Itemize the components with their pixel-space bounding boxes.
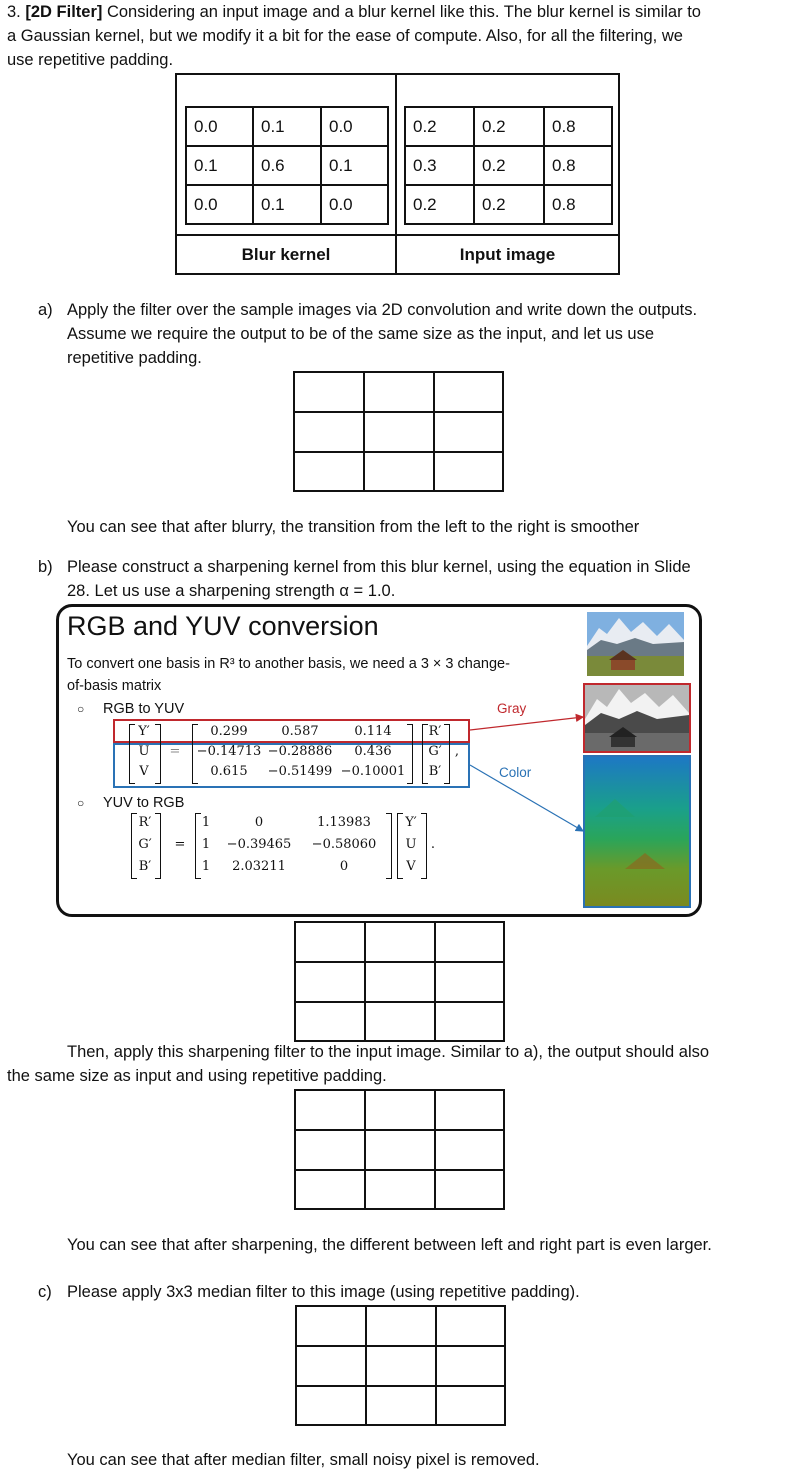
color-image-frame	[583, 755, 691, 908]
answer-cell[interactable]	[365, 922, 435, 962]
matrix-cell: V	[139, 764, 149, 779]
answer-grid-a	[293, 371, 504, 492]
matrix-cell: R′	[138, 815, 152, 830]
matrix-cell: V	[406, 859, 416, 874]
answer-grid-c	[295, 1305, 506, 1426]
answer-cell[interactable]	[296, 1386, 366, 1425]
matrix-cell: U	[138, 744, 150, 759]
answer-cell[interactable]	[295, 1170, 365, 1209]
question-text-1: Considering an input image and a blur kernel like this. The blur kernel is similar to	[102, 3, 701, 21]
matrix-cell: 2.03211	[232, 859, 286, 874]
input-cell: 0.2	[405, 185, 474, 224]
answer-cell[interactable]	[435, 922, 504, 962]
slide-intro-line-2: of-basis matrix	[67, 678, 162, 694]
input-cell: 0.2	[405, 107, 474, 146]
input-cell: 0.8	[544, 146, 612, 185]
kernel-cell: 0.1	[321, 146, 388, 185]
answer-cell[interactable]	[294, 412, 364, 452]
equals-sign: =	[174, 837, 186, 852]
matrix-cell: G′	[138, 837, 152, 852]
question-line-1	[7, 0, 701, 24]
matrix-cell: R′	[428, 724, 442, 739]
answer-cell[interactable]	[435, 1130, 504, 1170]
kernel-cell: 0.0	[321, 107, 388, 146]
matrix-cell: B′	[428, 764, 442, 779]
blur-kernel-caption: Blur kernel	[241, 245, 331, 264]
part-b-label: b)	[38, 558, 53, 576]
matrix-cell: Y′	[138, 724, 150, 739]
answer-cell[interactable]	[436, 1346, 505, 1386]
part-a-line-2: Assume we require the output to be of the same size as the input, and let us use	[67, 325, 655, 343]
matrix-cell: G′	[428, 744, 442, 759]
yuv-to-rgb-label: YUV to RGB	[103, 795, 185, 811]
matrix-cell: B′	[138, 859, 152, 874]
answer-cell[interactable]	[294, 372, 364, 412]
part-b-then-line-2: the same size as input and using repetitive padding.	[7, 1067, 387, 1085]
answer-cell[interactable]	[365, 962, 435, 1002]
gray-image-frame	[583, 683, 691, 753]
color-label: Color	[499, 765, 532, 780]
gray-photo-icon	[585, 685, 689, 751]
gray-arrow	[470, 717, 583, 730]
matrix-cell: −0.39465	[226, 837, 292, 852]
answer-cell[interactable]	[436, 1386, 505, 1425]
matrix-cell: 0.587	[281, 724, 319, 739]
matrix-cell: 0	[254, 815, 264, 830]
part-a-label: a)	[38, 301, 53, 319]
question-line-3: use repetitive padding.	[7, 51, 174, 69]
matrix-cell: U	[405, 837, 417, 852]
answer-cell[interactable]	[435, 1090, 504, 1130]
matrix-cell: 1	[201, 815, 211, 830]
answer-cell[interactable]	[295, 1002, 365, 1041]
input-cell: 0.3	[405, 146, 474, 185]
answer-cell[interactable]	[436, 1306, 505, 1346]
part-b-then-line-1: Then, apply this sharpening filter to the input image. Similar to a), the output should also	[67, 1043, 710, 1061]
part-b-line-2: 28. Let us use a sharpening strength α = 1.0.	[67, 582, 396, 600]
answer-cell[interactable]	[294, 452, 364, 491]
answer-cell[interactable]	[435, 1002, 504, 1041]
answer-cell[interactable]	[295, 922, 365, 962]
kernel-cell: 0.0	[186, 107, 253, 146]
color-arrow	[470, 765, 583, 831]
rgb-to-yuv-label: RGB to YUV	[103, 701, 185, 717]
question-tag: [2D Filter]	[25, 3, 103, 21]
part-b-note: You can see that after sharpening, the different between left and right part is even larger.	[67, 1236, 712, 1254]
matrix-cell: 0.436	[354, 744, 392, 759]
input-cell: 0.8	[544, 185, 612, 224]
barn-photo-icon	[587, 612, 684, 676]
answer-grid-b-output	[294, 1089, 505, 1210]
answer-cell[interactable]	[295, 962, 365, 1002]
answer-cell[interactable]	[366, 1346, 436, 1386]
matrix-cell: −0.14713	[196, 744, 262, 759]
kernel-cell: 0.0	[186, 185, 253, 224]
matrix-cell: −0.28886	[267, 744, 333, 759]
matrix-cell: Y′	[405, 815, 417, 830]
part-a-note: You can see that after blurry, the transition from the left to the right is smoother	[67, 518, 640, 536]
matrix-cell: 0.299	[210, 724, 248, 739]
kernel-cell: 0.1	[186, 146, 253, 185]
input-image-caption: Input image	[459, 245, 556, 264]
matrix-cell: −0.51499	[267, 764, 333, 779]
answer-cell[interactable]	[365, 1002, 435, 1041]
answer-cell[interactable]	[365, 1130, 435, 1170]
input-cell: 0.2	[474, 185, 544, 224]
answer-cell[interactable]	[434, 412, 503, 452]
answer-cell[interactable]	[295, 1130, 365, 1170]
answer-cell[interactable]	[296, 1346, 366, 1386]
barn-photo-thumbnail	[587, 612, 684, 676]
slide-intro-line-1: To convert one basis in R³ to another basis, we need a 3 × 3 change-	[67, 656, 510, 672]
bullet-icon: ○	[77, 702, 85, 716]
answer-cell[interactable]	[295, 1090, 365, 1130]
answer-cell[interactable]	[364, 372, 434, 412]
matrix-cell: 1	[201, 859, 211, 874]
answer-cell[interactable]	[435, 962, 504, 1002]
slide-title: RGB and YUV conversion	[67, 611, 379, 641]
answer-cell[interactable]	[365, 1170, 435, 1209]
kernel-cell: 0.1	[253, 107, 321, 146]
equals-sign: =	[169, 744, 181, 759]
answer-cell[interactable]	[435, 1170, 504, 1209]
input-cell: 0.2	[474, 107, 544, 146]
kernel-cell: 0.1	[253, 185, 321, 224]
period: .	[430, 837, 436, 852]
answer-cell[interactable]	[364, 412, 434, 452]
kernel-cell: 0.6	[253, 146, 321, 185]
question-line-2: a Gaussian kernel, but we modify it a bit for the ease of compute. Also, for all the filtering, we	[7, 27, 683, 45]
matrix-cell: −0.10001	[340, 764, 406, 779]
answer-cell[interactable]	[364, 452, 434, 491]
answer-cell[interactable]	[365, 1090, 435, 1130]
answer-cell[interactable]	[434, 452, 503, 491]
part-b-line-1: Please construct a sharpening kernel from this blur kernel, using the equation in Slide	[67, 558, 691, 576]
input-cell: 0.2	[474, 146, 544, 185]
answer-grid-b-kernel	[294, 921, 505, 1042]
part-c-line-1: Please apply 3x3 median filter to this image (using repetitive padding).	[67, 1283, 580, 1301]
matrix-cell: 1	[201, 837, 211, 852]
answer-cell[interactable]	[366, 1386, 436, 1425]
bullet-icon: ○	[77, 796, 85, 810]
answer-cell[interactable]	[434, 372, 503, 412]
yuv-color-photo-icon	[585, 757, 689, 906]
part-a-line-3: repetitive padding.	[67, 349, 202, 367]
question-number: 3.	[7, 3, 21, 21]
answer-cell[interactable]	[366, 1306, 436, 1346]
input-image-table	[404, 106, 613, 225]
answer-cell[interactable]	[296, 1306, 366, 1346]
part-c-note: You can see that after median filter, small noisy pixel is removed.	[67, 1451, 540, 1469]
blur-kernel-table	[185, 106, 389, 225]
comma: ,	[454, 744, 460, 759]
input-cell: 0.8	[544, 107, 612, 146]
matrix-cell: −0.58060	[311, 837, 377, 852]
kernel-cell: 0.0	[321, 185, 388, 224]
matrix-cell: 0.615	[210, 764, 248, 779]
matrix-cell: 0.114	[354, 724, 392, 739]
part-c-label: c)	[38, 1283, 52, 1301]
matrix-cell: 1.13983	[317, 815, 371, 830]
matrix-cell: 0	[339, 859, 349, 874]
gray-label: Gray	[497, 701, 527, 716]
part-a-line-1: Apply the filter over the sample images via 2D convolution and write down the outputs.	[67, 301, 698, 319]
